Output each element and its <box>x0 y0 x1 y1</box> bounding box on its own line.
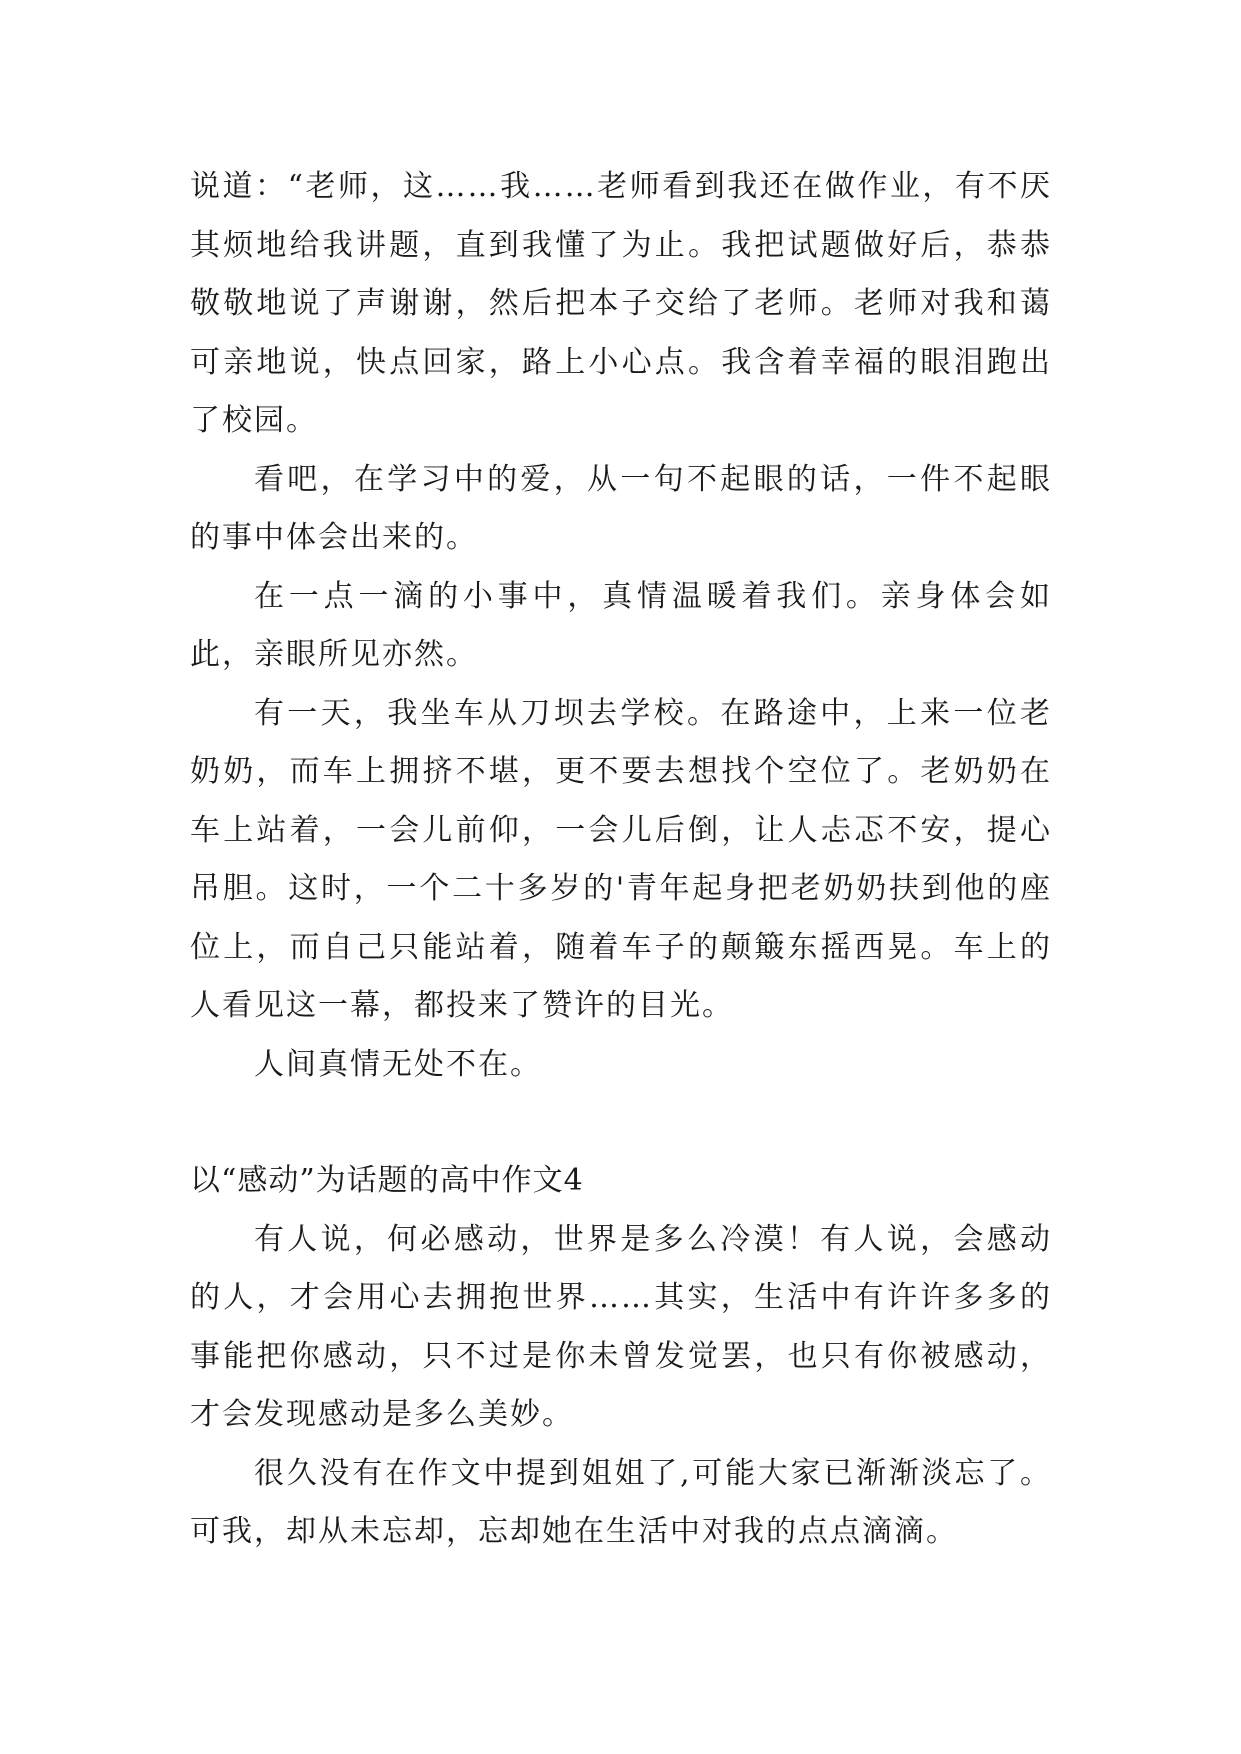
paragraph: 看吧，在学习中的爱，从一句不起眼的话，一件不起眼的事中体会出来的。 <box>190 461 1052 555</box>
paragraph: 有人说，何必感动，世界是多么冷漠！有人说，会感动的人，才会用心去拥抱世界……其实，生活中有许许多多的事能把你感动，只不过是你未曾发觉罢，也只有你被感动，才会发现感动是多么美妙。 <box>190 1221 1052 1432</box>
paragraph: 在一点一滴的小事中，真情温暖着我们。亲身体会如此，亲眼所见亦然。 <box>190 578 1052 672</box>
paragraph-continuation: 说道：“老师，这……我……老师看到我还在做作业，有不厌其烦地给我讲题，直到我懂了为止。我把试题做好后，恭恭敬敬地说了声谢谢，然后把本子交给了老师。老师对我和蔼可亲地说，快点回家，路上小心点。我含着幸福的眼泪跑出了校园。 <box>190 169 1052 438</box>
paragraph: 人间真情无处不在。 <box>254 1046 542 1082</box>
section-gap <box>190 1094 1052 1152</box>
section-title: 以“感动”为话题的高中作文4 <box>190 1163 584 1198</box>
paragraph: 有一天，我坐车从刀坝去学校。在路途中，上来一位老奶奶，而车上拥挤不堪，更不要去想找个空位了。老奶奶在车上站着，一会儿前仰，一会儿后倒，让人忐忑不安，提心吊胆。这时，一个二十多岁的'青年起身把老奶奶扶到他的座位上，而自己只能站着，随着车子的颠簸东摇西晃。车上的人看见这一幕，都投来了赞许的目光。 <box>190 695 1052 1023</box>
document-body <box>190 158 1052 1562</box>
paragraph: 很久没有在作文中提到姐姐了,可能大家已渐渐淡忘了。可我，却从未忘却，忘却她在生活中对我的点点滴滴。 <box>190 1455 1052 1549</box>
